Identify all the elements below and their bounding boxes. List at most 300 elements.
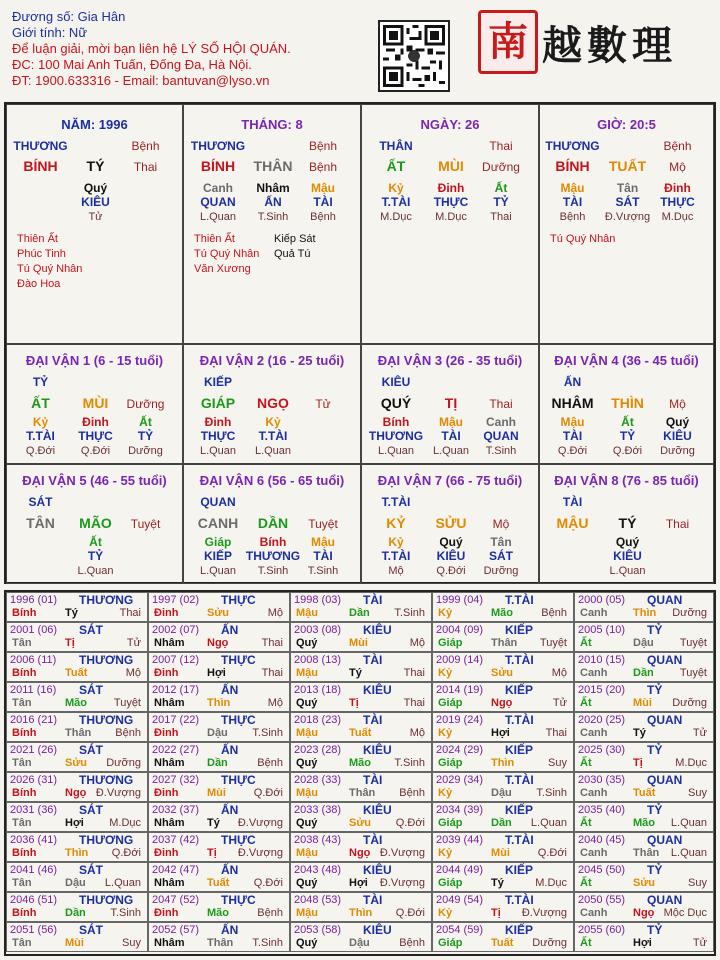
dai-van-cell (361, 344, 539, 464)
annual-chi: Ngọ (633, 907, 655, 919)
annual-can: Quý (296, 697, 318, 709)
annual-cell (432, 622, 574, 652)
hidden-god: TÀI (441, 429, 461, 443)
dai-van-chi: THÌN (611, 395, 644, 411)
spirit-star: Thiên Ất (17, 233, 58, 245)
dai-van-chi: DẦN (257, 515, 289, 531)
annual-year: 2055 (60) (578, 924, 626, 936)
annual-can: Mậu (296, 907, 318, 919)
annual-god: ẤN (221, 863, 239, 877)
annual-year: 2039 (44) (436, 834, 484, 846)
dai-van-title: ĐẠI VẬN 2 (16 - 25 tuổi) (199, 353, 345, 368)
annual-year: 2009 (14) (436, 654, 484, 666)
gender: Giới tính: Nữ (12, 25, 88, 40)
annual-god: THƯƠNG (79, 833, 134, 847)
spirit-star: Thiên Ất (194, 233, 235, 245)
pillar-top-stage: Bệnh (131, 139, 160, 153)
annual-year: 2006 (11) (10, 654, 57, 666)
hidden-stem: Nhâm (256, 181, 290, 195)
pillar-chi: TUẤT (608, 158, 647, 174)
annual-god: ẤN (221, 923, 239, 937)
hidden-stage: L.Quan (254, 445, 292, 457)
annual-cell (432, 712, 574, 742)
annual-can: Đinh (154, 727, 179, 739)
annual-year: 2007 (12) (152, 654, 200, 666)
annual-chi: Thân (349, 787, 376, 799)
dai-van-god: ẤN (563, 375, 582, 389)
hidden-god: TÀI (562, 195, 583, 209)
annual-year: 2036 (41) (10, 834, 58, 846)
annual-chi: Tuất (207, 877, 230, 889)
annual-can: Quý (296, 877, 318, 889)
annual-year: 2042 (47) (152, 864, 200, 876)
hidden-stage: L.Quan (199, 565, 237, 577)
annual-god: KIẾP (505, 863, 534, 877)
annual-god: KIẾP (505, 923, 534, 937)
annual-year: 2016 (21) (10, 714, 58, 726)
hidden-stem: Giáp (204, 535, 232, 549)
annual-year: 2027 (32) (152, 774, 200, 786)
pillar-can: BÍNH (555, 158, 590, 174)
dai-van-chi: MÃO (79, 515, 112, 531)
annual-can: Giáp (438, 937, 463, 949)
annual-stage: Q.Đới (253, 877, 283, 889)
annual-stage: Đ.Vượng (95, 787, 141, 799)
annual-god: THƯƠNG (79, 773, 134, 787)
annual-cell (148, 862, 290, 892)
annual-stage: Tử (552, 697, 567, 709)
annual-chi: Dậu (633, 637, 654, 649)
hidden-stem: Canh (203, 181, 233, 195)
annual-can: Tân (12, 757, 32, 769)
annual-chi: Thân (491, 637, 518, 649)
pillar-cell (183, 104, 361, 344)
pillar-stage: Dưỡng (482, 160, 520, 174)
annual-god: KIẾP (505, 803, 534, 817)
hidden-stage: L.Quan (432, 445, 470, 457)
annual-can: Đinh (154, 847, 179, 859)
annual-can: Canh (580, 787, 608, 799)
annual-chi: Tị (65, 637, 75, 649)
annual-god: THƯƠNG (79, 653, 134, 667)
annual-year: 2035 (40) (578, 804, 626, 816)
annual-chi: Dần (349, 607, 370, 619)
annual-stage: L.Quan (530, 817, 567, 829)
pillar-chi: MÙI (438, 158, 464, 174)
annual-can: Kỷ (438, 907, 453, 919)
hidden-stage: M.Dục (380, 211, 412, 223)
hidden-god: KIÊU (436, 549, 466, 563)
phone-email: ĐT: 1900.633316 - Email: bantuvan@lyso.vn (12, 73, 270, 88)
annual-year: 2031 (36) (10, 804, 58, 816)
seal-icon: 南 (478, 10, 538, 74)
annual-can: Đinh (154, 907, 179, 919)
annual-can: Canh (580, 667, 608, 679)
hidden-stem: Ất (139, 415, 152, 429)
hidden-stage: Đ.Vượng (604, 211, 651, 223)
pillar-top-god: THƯƠNG (190, 139, 246, 153)
annual-cell (290, 622, 432, 652)
annual-can: Mậu (296, 607, 318, 619)
hidden-stage: L.Quan (609, 565, 646, 577)
annual-stage: Bệnh (399, 937, 425, 949)
annual-god: QUAN (647, 893, 683, 907)
annual-can: Giáp (438, 637, 463, 649)
annual-stage: T.Sinh (394, 607, 425, 619)
annual-stage: Mộ (409, 637, 425, 649)
annual-chi: Hợi (491, 727, 510, 739)
hidden-god: T.TÀI (258, 429, 288, 443)
annual-can: Mậu (296, 847, 318, 859)
annual-cell (148, 682, 290, 712)
spirit-star: Kiếp Sát (274, 233, 316, 245)
annual-cell (290, 802, 432, 832)
annual-can: Tân (12, 877, 32, 889)
annual-year: 2024 (29) (436, 744, 484, 756)
annual-can: Ất (580, 697, 592, 709)
hidden-stem: Quý (615, 535, 640, 549)
annual-cell (574, 922, 714, 952)
annual-chi: Tý (349, 667, 362, 679)
annual-god: QUAN (647, 773, 683, 787)
annual-chi: Tuất (633, 787, 656, 799)
annual-stage: Thai (545, 727, 567, 739)
annual-cell (6, 802, 148, 832)
annual-year: 2021 (26) (10, 744, 58, 756)
annual-chi: Dần (65, 907, 86, 919)
annual-stage: T.Sinh (252, 727, 283, 739)
annual-year: 2033 (38) (294, 804, 342, 816)
pillar-top-stage: Thai (489, 139, 513, 153)
hidden-god: ẤN (264, 195, 282, 209)
hidden-stage: Dưỡng (128, 445, 163, 457)
owner-name: Đương số: Gia Hân (12, 9, 126, 24)
annual-chi: Hợi (633, 937, 652, 949)
hidden-stage: T.Sinh (257, 211, 289, 223)
dai-van-chi: TỊ (444, 395, 458, 411)
pillar-title: THÁNG: 8 (241, 117, 303, 132)
annual-god: ẤN (221, 623, 239, 637)
annual-cell (574, 682, 714, 712)
annual-luck-table (4, 590, 716, 956)
annual-stage: Mộ (125, 667, 141, 679)
hidden-stem: Ất (494, 181, 508, 195)
annual-year: 2052 (57) (152, 924, 200, 936)
annual-god: KIÊU (363, 923, 392, 937)
annual-cell (6, 622, 148, 652)
spirit-star: Tú Quý Nhân (550, 233, 616, 245)
dai-van-cell (361, 464, 539, 584)
annual-cell (148, 802, 290, 832)
hidden-stem: Đinh (437, 181, 465, 195)
dai-van-stage: Tử (315, 397, 331, 411)
spirit-star: Phúc Tinh (17, 248, 66, 260)
pillar-chi: TÝ (86, 158, 105, 174)
annual-chi: Dậu (491, 787, 512, 799)
qr-code-icon (378, 20, 450, 92)
dai-van-chi: NGỌ (257, 395, 289, 411)
annual-chi: Mão (633, 817, 655, 829)
annual-cell (432, 832, 574, 862)
hidden-stage: M.Dục (661, 211, 694, 223)
hidden-god: KIẾP (203, 549, 233, 563)
annual-god: ẤN (221, 683, 239, 697)
annual-cell (432, 802, 574, 832)
dai-van-can: CANH (197, 515, 239, 531)
annual-cell (148, 652, 290, 682)
spirit-star: Đào Hoa (17, 278, 61, 290)
annual-can: Nhâm (154, 817, 185, 829)
annual-chi: Sửu (349, 817, 372, 829)
annual-year: 2034 (39) (436, 804, 484, 816)
annual-stage: Thai (261, 637, 283, 649)
annual-can: Bính (12, 727, 37, 739)
annual-cell (574, 622, 714, 652)
hidden-stem: Đinh (204, 415, 232, 429)
annual-stage: Tử (692, 937, 707, 949)
annual-stage: Tử (126, 637, 141, 649)
annual-stage: Mộc Dục (663, 907, 707, 919)
hidden-god: TỶ (493, 195, 509, 209)
annual-year: 2050 (55) (578, 894, 626, 906)
annual-god: KIÊU (363, 743, 392, 757)
dai-van-can: TÂN (26, 515, 55, 531)
annual-year: 2053 (58) (294, 924, 342, 936)
annual-stage: T.Sinh (394, 757, 425, 769)
annual-cell (290, 832, 432, 862)
annual-year: 1999 (04) (436, 594, 484, 606)
annual-can: Canh (580, 847, 608, 859)
annual-year: 2001 (06) (10, 624, 58, 636)
annual-stage: Q.Đới (395, 907, 425, 919)
annual-cell (574, 712, 714, 742)
annual-cell (432, 592, 574, 622)
annual-stage: T.Sinh (536, 787, 567, 799)
dai-van-title: ĐẠI VẬN 6 (56 - 65 tuổi) (199, 473, 345, 488)
annual-god: T.TÀI (505, 653, 534, 667)
annual-chi: Sửu (491, 667, 514, 679)
hidden-stem: Đinh (82, 415, 109, 429)
annual-cell (148, 742, 290, 772)
annual-god: SÁT (79, 923, 103, 937)
annual-stage: Bệnh (115, 727, 141, 739)
hidden-god: THƯƠNG (368, 429, 424, 443)
dai-van-cell (183, 464, 361, 584)
annual-can: Đinh (154, 607, 179, 619)
annual-cell (148, 892, 290, 922)
annual-year: 2047 (52) (152, 894, 200, 906)
annual-year: 2019 (24) (436, 714, 484, 726)
annual-god: TỶ (647, 683, 663, 697)
annual-god: ẤN (221, 743, 239, 757)
hidden-stage: Mộ (388, 565, 404, 577)
annual-can: Canh (580, 607, 608, 619)
annual-year: 1996 (01) (10, 594, 58, 606)
annual-can: Giáp (438, 697, 463, 709)
pillar-title: NĂM: 1996 (61, 117, 128, 132)
annual-god: SÁT (79, 803, 103, 817)
annual-god: TÀI (363, 653, 383, 667)
hidden-god: KIÊU (663, 429, 692, 443)
annual-god: QUAN (647, 713, 683, 727)
hidden-stem: Tân (616, 181, 639, 195)
annual-year: 2049 (54) (436, 894, 484, 906)
hidden-god: THƯƠNG (245, 549, 301, 563)
hidden-god: TÀI (313, 549, 333, 563)
annual-stage: Suy (688, 877, 707, 889)
hidden-stage: L.Quan (199, 445, 237, 457)
annual-chi: Tuất (491, 937, 514, 949)
annual-can: Tân (12, 697, 32, 709)
hidden-stage: Q.Đới (557, 445, 588, 457)
hidden-stem: Mậu (560, 181, 585, 195)
hidden-stage: Bệnh (559, 211, 586, 223)
hidden-stem: Canh (486, 415, 516, 429)
annual-can: Kỷ (438, 847, 453, 859)
annual-can: Canh (580, 727, 608, 739)
pillar-top-god: THƯƠNG (545, 139, 600, 153)
annual-chi: Dần (491, 817, 512, 829)
annual-can: Mậu (296, 667, 318, 679)
annual-god: TÀI (363, 893, 383, 907)
annual-god: TÀI (363, 773, 383, 787)
annual-chi: Tuất (65, 667, 88, 679)
hidden-god: T.TÀI (381, 549, 411, 563)
hidden-stage: Q.Đới (436, 565, 466, 577)
dai-van-god: QUAN (200, 495, 236, 509)
annual-chi: Mão (207, 907, 229, 919)
pillar-chi: THÂN (253, 158, 293, 174)
annual-cell (290, 922, 432, 952)
annual-chi: Thìn (65, 847, 89, 859)
annual-year: 2004 (09) (436, 624, 484, 636)
annual-year: 2013 (18) (294, 684, 342, 696)
annual-cell (6, 652, 148, 682)
annual-cell (6, 682, 148, 712)
annual-can: Giáp (438, 817, 463, 829)
hidden-god: QUAN (483, 429, 519, 443)
hidden-stage: Q.Đới (80, 445, 111, 457)
annual-god: T.TÀI (505, 893, 534, 907)
annual-year: 2003 (08) (294, 624, 342, 636)
dai-van-god: SÁT (28, 495, 53, 509)
annual-cell (290, 682, 432, 712)
annual-stage: M.Dục (109, 817, 141, 829)
annual-cell (6, 742, 148, 772)
annual-stage: Đ.Vượng (521, 907, 567, 919)
pillar-top-stage: Bệnh (663, 139, 692, 153)
dai-van-chi: TÝ (618, 515, 637, 531)
annual-year: 2010 (15) (578, 654, 626, 666)
annual-can: Bính (12, 847, 37, 859)
pillar-cell (361, 104, 539, 344)
annual-year: 2046 (51) (10, 894, 58, 906)
annual-god: TÀI (363, 713, 383, 727)
annual-year: 2015 (20) (578, 684, 626, 696)
dai-van-title: ĐẠI VẬN 4 (36 - 45 tuổi) (554, 353, 699, 368)
annual-cell (432, 772, 574, 802)
annual-can: Giáp (438, 757, 463, 769)
annual-year: 1998 (03) (294, 594, 342, 606)
annual-cell (290, 862, 432, 892)
hidden-god: T.TÀI (381, 195, 411, 209)
annual-chi: Ngọ (349, 847, 371, 859)
annual-can: Quý (296, 937, 318, 949)
annual-cell (148, 922, 290, 952)
annual-cell (6, 772, 148, 802)
annual-cell (148, 832, 290, 862)
address: ĐC: 100 Mai Anh Tuấn, Đống Đa, Hà Nội. (12, 57, 252, 72)
hidden-stem: Mậu (311, 535, 335, 549)
brand-logo (478, 8, 718, 80)
hidden-stem: Mậu (439, 415, 463, 429)
annual-year: 2018 (23) (294, 714, 342, 726)
annual-stage: Q.Đới (537, 847, 567, 859)
annual-chi: Thìn (633, 607, 657, 619)
pillar-stage: Bệnh (308, 160, 338, 174)
hidden-god: THỰC (660, 195, 695, 209)
hidden-god: TỶ (137, 429, 154, 443)
annual-chi: Tị (349, 697, 359, 709)
annual-can: Ất (580, 817, 592, 829)
hidden-stem: Quý (83, 181, 108, 195)
contact-note: Để luận giải, mời bạn liên hệ LÝ SỐ HỘI QUÁN. (12, 41, 291, 56)
hidden-stem: Bính (382, 415, 410, 429)
annual-year: 2037 (42) (152, 834, 200, 846)
annual-chi: Mùi (65, 937, 84, 949)
annual-stage: Bệnh (399, 787, 425, 799)
spirit-star: Tú Quý Nhân (194, 248, 260, 260)
annual-can: Ất (580, 877, 592, 889)
annual-chi: Thìn (207, 697, 231, 709)
dai-van-can: KỶ (386, 515, 406, 531)
annual-chi: Mùi (207, 787, 226, 799)
annual-year: 2000 (05) (578, 594, 626, 606)
annual-cell (432, 862, 574, 892)
annual-god: KIẾP (505, 623, 534, 637)
annual-cell (6, 592, 148, 622)
dai-van-can: GIÁP (200, 395, 236, 411)
annual-year: 2043 (48) (294, 864, 342, 876)
annual-stage: Đ.Vượng (379, 847, 425, 859)
annual-cell (6, 892, 148, 922)
annual-can: Quý (296, 817, 318, 829)
spirit-star: Tú Quý Nhân (17, 263, 83, 275)
annual-god: TÀI (363, 833, 383, 847)
annual-chi: Mão (491, 607, 513, 619)
annual-cell (148, 592, 290, 622)
annual-cell (290, 772, 432, 802)
hidden-stem: Kỷ (265, 415, 281, 429)
annual-stage: Mộ (267, 697, 283, 709)
dai-van-god: TỶ (32, 375, 49, 389)
annual-year: 2048 (53) (294, 894, 342, 906)
dai-van-can: NHÂM (551, 395, 594, 411)
annual-cell (148, 772, 290, 802)
annual-can: Bính (12, 607, 37, 619)
annual-stage: Đ.Vượng (379, 877, 425, 889)
annual-chi: Hợi (349, 877, 368, 889)
annual-chi: Tý (491, 877, 504, 889)
pillar-cell (6, 104, 183, 344)
hidden-stage: L.Quan (199, 211, 237, 223)
spirit-star: Văn Xương (194, 263, 251, 275)
annual-god: THỰC (221, 713, 256, 727)
annual-can: Ất (580, 637, 592, 649)
dai-van-god: KIÊU (381, 375, 411, 389)
hidden-stage: Thai (490, 211, 512, 223)
annual-chi: Ngọ (65, 787, 87, 799)
